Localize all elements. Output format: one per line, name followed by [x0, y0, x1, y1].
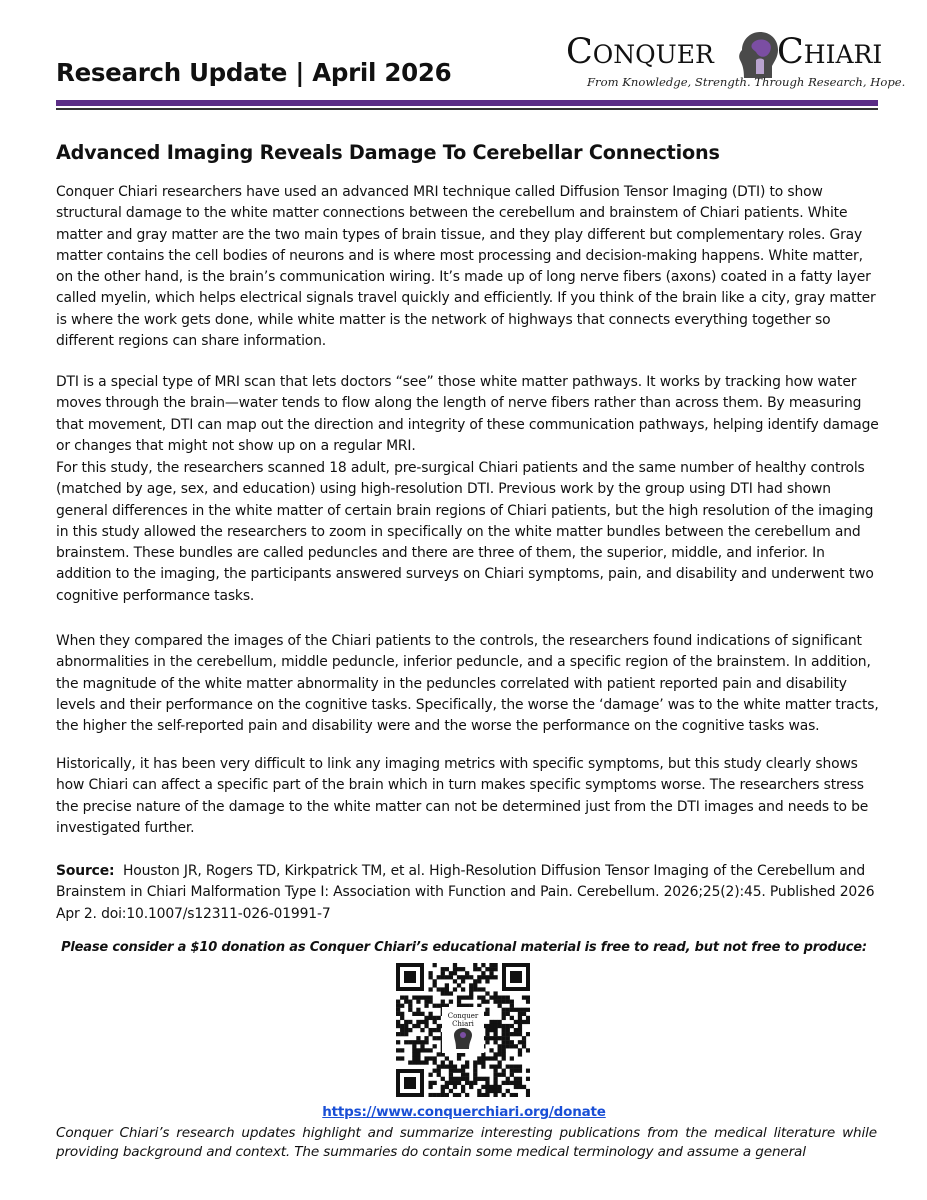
paragraph-text: Historically, it has been very difficult to link any imaging metrics with specific symptoms, but this study clearly shows how Chiari can affect a specific part of the brain which in turn makes specific symptoms worse. The researchers stress the precise nature of the damage to the white matter can not be determined just from the DTI images and needs to be investigated further. — [56, 756, 869, 836]
article-paragraph — [56, 182, 884, 352]
donation-appeal: Please consider a $10 donation as Conquer Chiari’s educational material is free to read, but not free to produce: — [61, 940, 867, 955]
footer-disclaimer: Conquer Chiari’s research updates highlight and summarize interesting publications from the medical literature while providing background and context. The summaries do contain some medical terminology and assume a general — [56, 1125, 877, 1160]
article-paragraph — [56, 372, 884, 457]
qr-logo-bottom: Chiari — [452, 1020, 474, 1028]
logo-word-chiari: Chiari — [777, 32, 883, 72]
header-divider-dark — [56, 108, 878, 110]
donation-qr-code[interactable] — [396, 963, 530, 1097]
logo-word-conquer: Conquer — [566, 32, 714, 72]
page-title: Research Update | April 2026 — [56, 58, 452, 87]
paragraph-text: For this study, the researchers scanned 18 adult, pre-surgical Chiari patients and the same number of healthy controls (matched by age, sex, and education) using high-resolution DTI. Previous work by the group using DTI had shown general differences in the white matter of certain brain regions of Chiari patients, but the high resolution of the imaging in this study allowed the researchers to zoom in specifically on the white matter bundles between the cerebellum and brainstem. These bundles are called peduncles and there are three of them, the superior, middle, and inferior. In addition to the imaging, the participants answered surveys on Chiari symptoms, pain, and disability and underwent two cognitive performance tasks. — [56, 460, 874, 604]
logo-tagline: From Knowledge, Strength. Through Research, Hope. — [587, 75, 906, 89]
paragraph-text: DTI is a special type of MRI scan that lets doctors “see” those white matter pathways. It works by tracking how water moves through the brain—water tends to flow along the length of nerve fibers rather than across them. By measuring that movement, DTI can map out the direction and integrity of these communication pathways, helping identify damage or changes that might not show up on a regular MRI. — [56, 374, 879, 454]
article-paragraph — [56, 458, 884, 607]
paragraph-text: Conquer Chiari researchers have used an advanced MRI technique called Diffusion Tensor Imaging (DTI) to show structural damage to the white matter connections between the cerebellum and brainstem of Chiari patients. White matter and gray matter are the two main types of brain tissue, and they play different but complementary roles. Gray matter contains the cell bodies of neurons and is where most processing and decision-making happens. White matter, on the other hand, is the brain’s communication wiring. It’s made up of long nerve fibers (axons) coated in a fatty layer called myelin, which helps electrical signals travel quickly and efficiently. If you think of the brain like a city, gray matter is where the work gets done, while white matter is the network of highways that connects everything together so different regions can share information. — [56, 184, 876, 350]
qr-logo-top: Conquer — [447, 1012, 479, 1020]
conquer-chiari-logo — [560, 30, 906, 100]
article-title: Advanced Imaging Reveals Damage To Cerebellar Connections — [56, 141, 720, 164]
header-divider-purple — [56, 100, 878, 106]
article-paragraph — [56, 631, 884, 737]
source-citation — [56, 861, 884, 925]
article-paragraph — [56, 754, 884, 839]
source-label: Source: — [56, 863, 115, 879]
paragraph-text: When they compared the images of the Chiari patients to the controls, the researchers found indications of significant abnormalities in the cerebellum, middle peduncle, inferior peduncle, and a specific region of the brainstem. In addition, the magnitude of the white matter abnormality in the peduncles correlated with patient reported pain and disability levels and their performance on the cognitive tasks. Specifically, the worse the ‘damage’ was to the white matter tracts, the higher the self-reported pain and disability were and the worse the performance on the cognitive tasks was. — [56, 633, 879, 735]
head-silhouette-icon — [738, 30, 780, 80]
citation-text — [56, 861, 884, 925]
donate-link[interactable]: https://www.conquerchiari.org/donate — [322, 1104, 606, 1120]
source-text: Houston JR, Rogers TD, Kirkpatrick TM, et al. High-Resolution Diffusion Tensor Imaging of the Cerebellum and Brainstem in Chiari Malformation Type I: Association with Function and Pain. Cerebellum. 2026;25(2):45. Published 2026 Apr 2. doi:10.1007/s12311-026-01991-7 — [56, 863, 875, 922]
